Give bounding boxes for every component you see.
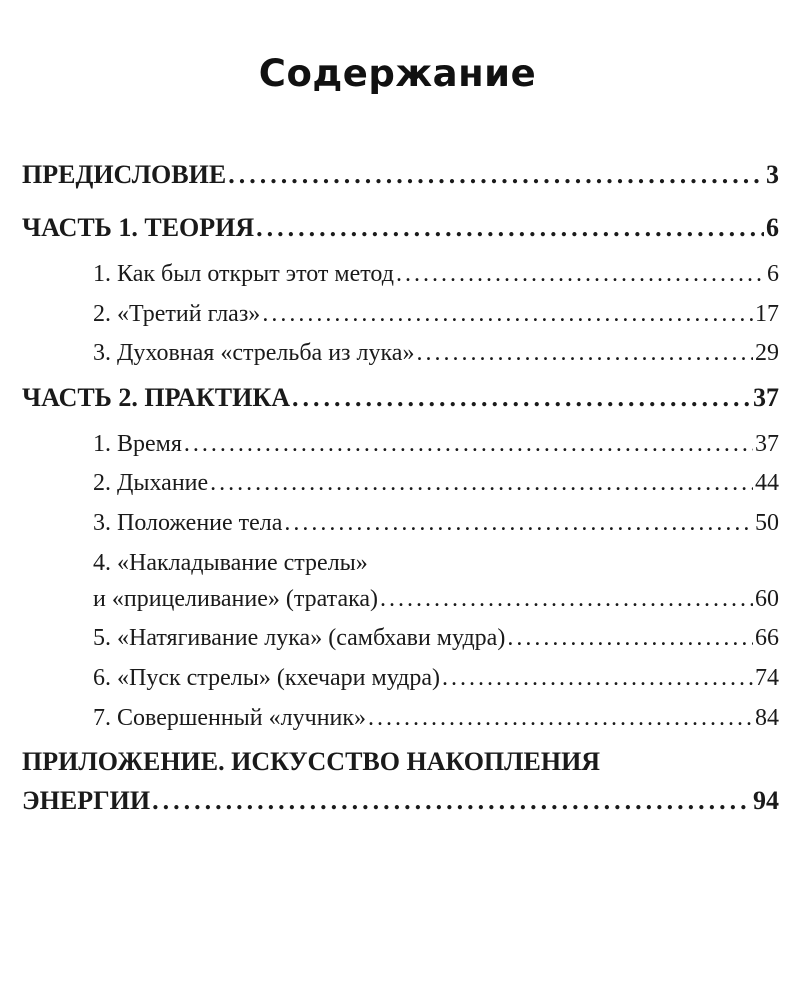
dot-leader: [152, 786, 751, 816]
toc-page-number: 6: [766, 213, 779, 242]
toc-subentry[interactable]: [93, 510, 779, 537]
toc-entry-preface[interactable]: [22, 160, 779, 190]
toc-subentry[interactable]: [93, 625, 779, 652]
dot-leader: [396, 261, 765, 288]
toc-subentry[interactable]: [93, 470, 779, 497]
toc-entry-part1[interactable]: [22, 213, 779, 243]
toc-page-number: 44: [755, 470, 779, 496]
dot-leader: [210, 470, 753, 497]
toc-page-number: 6: [767, 261, 779, 287]
dot-leader: [416, 340, 753, 367]
toc-subentry[interactable]: [93, 301, 779, 328]
dot-leader: [442, 665, 753, 692]
toc-page-number: 29: [755, 340, 779, 366]
toc-page-number: 50: [755, 510, 779, 536]
toc-subentry[interactable]: [93, 586, 779, 613]
toc-page-number: 37: [753, 383, 779, 412]
dot-leader: [256, 213, 764, 243]
toc-subentry[interactable]: [93, 431, 779, 458]
toc-subentry[interactable]: [93, 665, 779, 692]
dot-leader: [292, 383, 751, 413]
page-title: Содержание: [258, 52, 537, 95]
toc-entry-label: 2. «Третий глаз»: [93, 301, 261, 327]
toc-entry-label: 3. Духовная «стрельба из лука»: [93, 340, 415, 366]
toc-entry-label: 2. Дыхание: [93, 470, 209, 496]
toc-entry-label: ПРЕДИСЛОВИЕ: [22, 160, 227, 189]
toc-page-number: 3: [766, 160, 779, 189]
toc-entry-label: 1. Время: [93, 431, 182, 457]
toc-page-number: 94: [753, 786, 779, 815]
toc-page-number: 17: [755, 301, 779, 327]
toc-entry-label: 3. Положение тела: [93, 510, 283, 536]
toc-entry-label: и «прицеливание» (тратака): [93, 586, 379, 612]
toc-entry-label: 7. Совершенный «лучник»: [93, 705, 367, 731]
toc-page-number: 84: [755, 705, 779, 731]
toc-page-number: 60: [755, 586, 779, 612]
toc-entry-label: ЧАСТЬ 2. ПРАКТИКА: [22, 383, 290, 412]
toc-subentry-first-line[interactable]: 4. «Накладывание стрелы»: [93, 550, 368, 576]
dot-leader: [380, 586, 753, 613]
dot-leader: [507, 625, 753, 652]
toc-entry-appendix[interactable]: [22, 786, 779, 816]
toc-subentry[interactable]: [93, 705, 779, 732]
toc-entry-label: 6. «Пуск стрелы» (кхечари мудра): [93, 665, 441, 691]
toc-page-number: 74: [755, 665, 779, 691]
toc-subentry[interactable]: [93, 261, 779, 288]
toc-entry-label: 5. «Натягивание лука» (самбхави мудра): [93, 625, 506, 651]
dot-leader: [368, 705, 753, 732]
toc-entry-label: ЭНЕРГИИ: [22, 786, 151, 815]
toc-entry-part2[interactable]: [22, 383, 779, 413]
dot-leader: [262, 301, 753, 328]
toc-entry-label: 1. Как был открыт этот метод: [93, 261, 394, 287]
toc-subentry[interactable]: [93, 340, 779, 367]
dot-leader: [228, 160, 764, 190]
dot-leader: [184, 431, 753, 458]
toc-page-number: 66: [755, 625, 779, 651]
toc-page-number: 37: [755, 431, 779, 457]
dot-leader: [284, 510, 753, 537]
toc-appendix-first-line[interactable]: ПРИЛОЖЕНИЕ. ИСКУССТВО НАКОПЛЕНИЯ: [22, 747, 601, 776]
toc-entry-label: ЧАСТЬ 1. ТЕОРИЯ: [22, 213, 255, 242]
